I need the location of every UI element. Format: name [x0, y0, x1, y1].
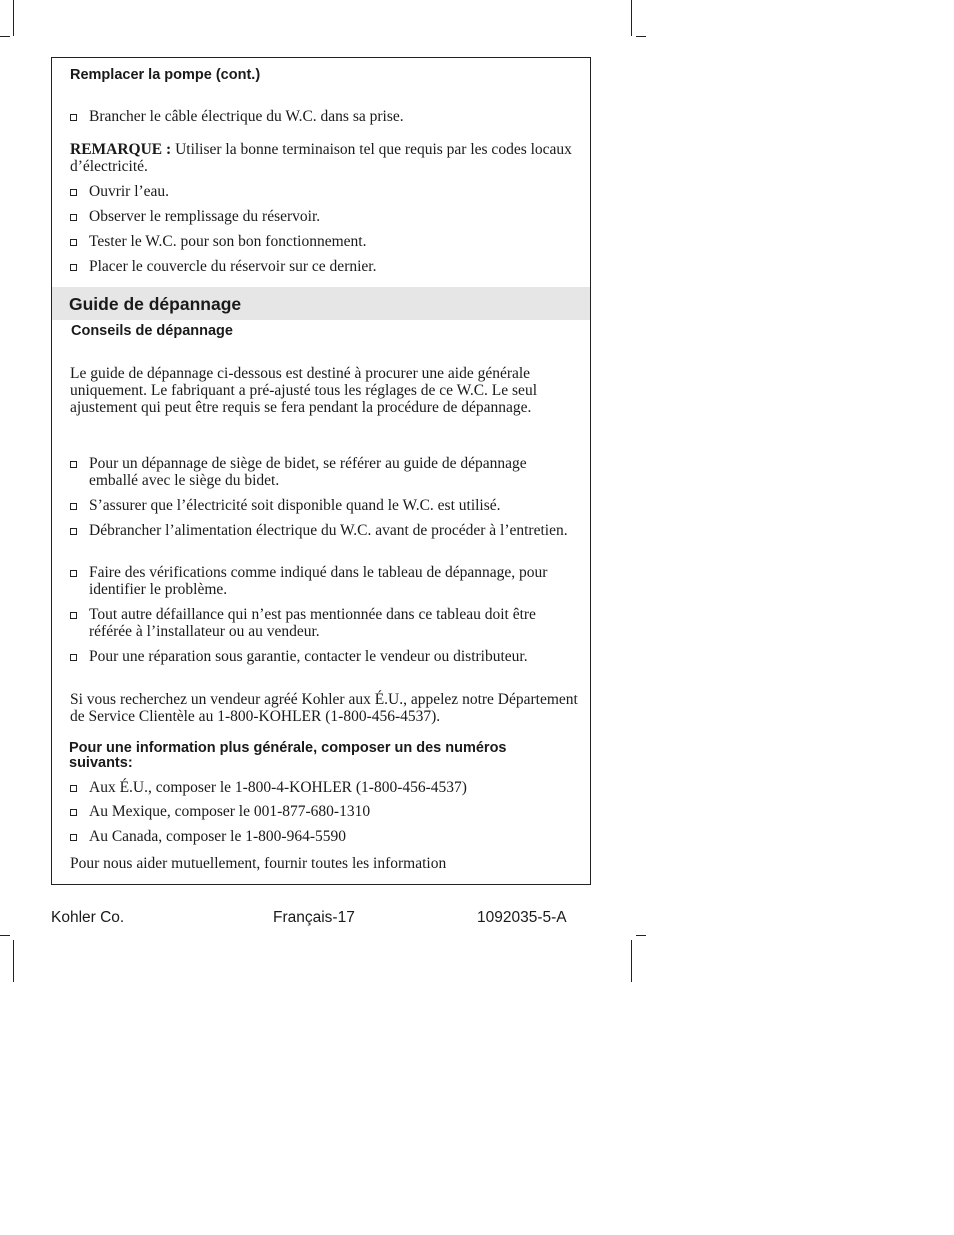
step-item: Placer le couvercle du réservoir sur ce dernier.	[70, 258, 575, 275]
checkbox-square-icon	[70, 214, 77, 221]
checkbox-square-icon	[70, 785, 77, 792]
footer-document-id: 1092035-5-A	[477, 909, 567, 926]
checkbox-square-icon	[70, 809, 77, 816]
tip-item: Tout autre défaillance qui n’est pas mentionnée dans ce tableau doit être référée à l’installateur ou au vendeur.	[70, 606, 575, 640]
checkbox-square-icon	[70, 612, 77, 619]
footer-page-number: Français-17	[273, 909, 355, 926]
intro-paragraph: Le guide de dépannage ci-dessous est destiné à procurer une aide générale uniquement. Le fabriquant a pré-ajusté tous les réglages de ce W.C. Le seul ajustement qui peut être requis se fera pendant la procédure de dépannage.	[70, 365, 537, 416]
crop-mark	[0, 36, 10, 37]
crop-mark	[636, 36, 646, 37]
checkbox-square-icon	[70, 461, 77, 468]
content-box	[51, 57, 591, 885]
checkbox-square-icon	[70, 264, 77, 271]
crop-mark	[13, 0, 14, 36]
phone-item: Aux É.U., composer le 1-800-4-KOHLER (1-800-456-4537)	[70, 779, 575, 796]
crop-mark	[636, 935, 646, 936]
dealer-paragraph: Si vous recherchez un vendeur agréé Kohler aux É.U., appelez notre Département de Service Clientèle au 1-800-KOHLER (1-800-456-4537).	[70, 691, 578, 725]
checkbox-square-icon	[70, 654, 77, 661]
checkbox-square-icon	[70, 239, 77, 246]
section-title: Guide de dépannage	[69, 294, 242, 314]
section-subhead-pump: Remplacer la pompe (cont.)	[70, 67, 261, 83]
footer-company: Kohler Co.	[51, 909, 125, 926]
step-item: Ouvrir l’eau.	[70, 183, 575, 200]
crop-mark	[631, 940, 632, 982]
checkbox-square-icon	[70, 114, 77, 121]
tip-item: S’assurer que l’électricité soit disponible quand le W.C. est utilisé.	[70, 497, 575, 514]
section-title-bar	[52, 287, 590, 320]
section-subhead-tips: Conseils de dépannage	[71, 323, 233, 339]
info-heading: Pour une information plus générale, composer un des numéros suivants:	[69, 740, 507, 771]
tip-item: Pour une réparation sous garantie, contacter le vendeur ou distributeur.	[70, 648, 575, 665]
note-paragraph: REMARQUE : Utiliser la bonne terminaison tel que requis par les codes locaux d’électricité.	[70, 141, 572, 175]
phone-item: Au Canada, composer le 1-800-964-5590	[70, 828, 575, 845]
tip-item: Débrancher l’alimentation électrique du W.C. avant de procéder à l’entretien.	[70, 522, 575, 539]
phone-item: Au Mexique, composer le 001-877-680-1310	[70, 803, 575, 820]
crop-mark	[631, 0, 632, 36]
tip-item: Pour un dépannage de siège de bidet, se référer au guide de dépannage emballé avec le siège du bidet.	[70, 455, 575, 489]
checkbox-square-icon	[70, 503, 77, 510]
step-item: Tester le W.C. pour son bon fonctionnement.	[70, 233, 575, 250]
crop-mark	[13, 940, 14, 982]
checkbox-square-icon	[70, 570, 77, 577]
step-item: Observer le remplissage du réservoir.	[70, 208, 575, 225]
tip-item: Faire des vérifications comme indiqué dans le tableau de dépannage, pour identifier le problème.	[70, 564, 575, 598]
checkbox-square-icon	[70, 189, 77, 196]
crop-mark	[0, 935, 10, 936]
step-item: Brancher le câble électrique du W.C. dans sa prise.	[70, 108, 575, 125]
checkbox-square-icon	[70, 834, 77, 841]
checkbox-square-icon	[70, 528, 77, 535]
closing-paragraph: Pour nous aider mutuellement, fournir toutes les information	[70, 855, 447, 872]
